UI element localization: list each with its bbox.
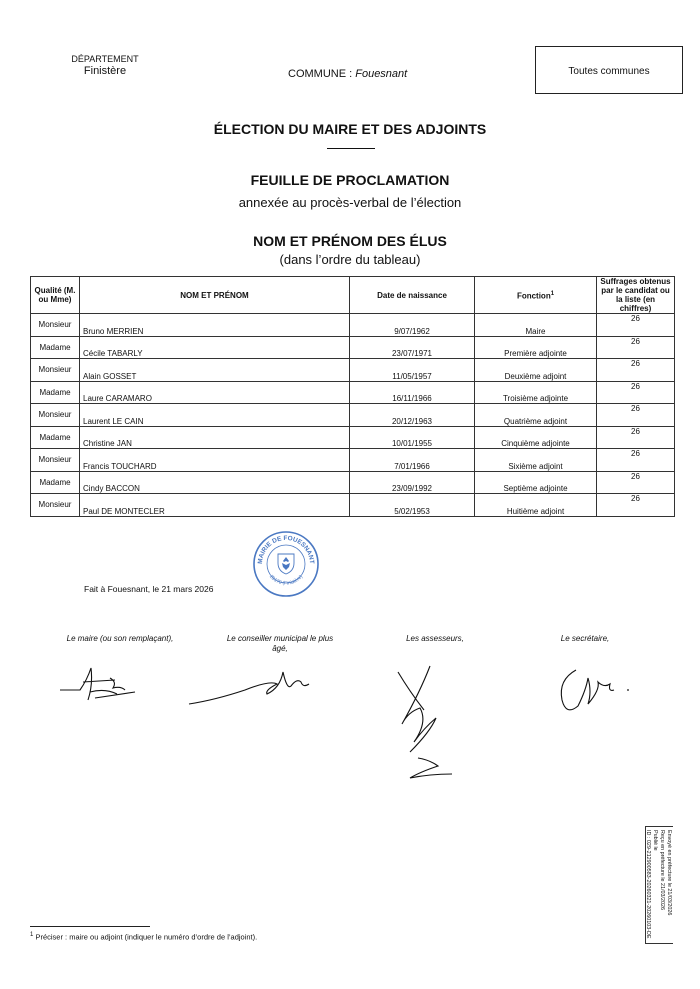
- signature-assesseurs: [390, 662, 480, 787]
- coat-of-arms-icon: [278, 554, 294, 574]
- cell-qualite: Madame: [31, 336, 80, 359]
- cell-date: 11/05/1957: [350, 359, 475, 382]
- page-title: ÉLECTION DU MAIRE ET DES ADJOINTS: [213, 121, 487, 137]
- cell-suffrages: 26: [597, 336, 675, 359]
- cell-nom: Laurent LE CAIN: [80, 404, 350, 427]
- cell-fonction: Première adjointe: [475, 336, 597, 359]
- departement-block: [60, 53, 150, 77]
- sheet-title: FEUILLE DE PROCLAMATION: [250, 172, 450, 188]
- header-date: Date de naissance: [350, 277, 475, 314]
- ar-transmission-text: [644, 827, 672, 948]
- cell-nom: Francis TOUCHARD: [80, 449, 350, 472]
- cell-fonction: Sixième adjoint: [475, 449, 597, 472]
- cell-date: 7/01/1966: [350, 449, 475, 472]
- table-header-row: [31, 277, 675, 314]
- cell-date: 23/07/1971: [350, 336, 475, 359]
- list-subtitle: (dans l’ordre du tableau): [279, 252, 421, 267]
- title-divider: [327, 148, 375, 149]
- cell-nom: Cécile TABARLY: [80, 336, 350, 359]
- cell-qualite: Monsieur: [31, 449, 80, 472]
- cell-suffrages: 26: [597, 449, 675, 472]
- table-row: [31, 359, 675, 382]
- cell-suffrages: 26: [597, 426, 675, 449]
- cell-nom: Laure CARAMARO: [80, 381, 350, 404]
- cell-date: 20/12/1963: [350, 404, 475, 427]
- cell-date: 5/02/1953: [350, 494, 475, 517]
- table-row: [31, 426, 675, 449]
- cell-suffrages: 26: [597, 314, 675, 337]
- header-fonction: [475, 277, 597, 314]
- footnote: [30, 932, 257, 942]
- role-conseiller: Le conseiller municipal le plus âgé,: [226, 634, 334, 653]
- table-row: [31, 314, 675, 337]
- signature-secretaire: [548, 660, 638, 720]
- stamp-subtext: 29170 (Finistère): [267, 573, 305, 587]
- fait-a: Fait à Fouesnant, le 21 mars 2026: [84, 584, 214, 594]
- cell-fonction: Maire: [475, 314, 597, 337]
- table-row: [31, 404, 675, 427]
- cell-qualite: Madame: [31, 471, 80, 494]
- cell-qualite: Monsieur: [31, 359, 80, 382]
- header-nom: NOM ET PRÉNOM: [80, 277, 350, 314]
- commune-label: COMMUNE :: [288, 68, 353, 80]
- ar-transmission-stamp: [645, 826, 673, 944]
- cell-suffrages: 26: [597, 381, 675, 404]
- cell-qualite: Madame: [31, 426, 80, 449]
- cell-qualite: Monsieur: [31, 404, 80, 427]
- cell-fonction: Cinquième adjointe: [475, 426, 597, 449]
- departement-value: Finistère: [83, 65, 127, 77]
- cell-suffrages: 26: [597, 471, 675, 494]
- list-title: NOM ET PRÉNOM DES ÉLUS: [253, 233, 447, 249]
- cell-fonction: Deuxième adjoint: [475, 359, 597, 382]
- footnote-divider: [30, 926, 150, 927]
- commune-type-box: Toutes communes: [535, 46, 683, 94]
- elus-table: [30, 276, 675, 517]
- table-row: [31, 494, 675, 517]
- header-qualite: Qualité (M. ou Mme): [31, 277, 80, 314]
- sheet-subtitle: annexée au procès-verbal de l’élection: [238, 195, 462, 210]
- svg-text:29170 (Finistère): [268, 574, 304, 587]
- cell-date: 9/07/1962: [350, 314, 475, 337]
- signature-maire: [55, 660, 155, 710]
- table-row: [31, 381, 675, 404]
- cell-date: 23/09/1992: [350, 471, 475, 494]
- cell-nom: Christine JAN: [80, 426, 350, 449]
- ar-line-3: Publié le: [652, 830, 658, 851]
- header-fonction-note: 1: [550, 290, 555, 297]
- cell-qualite: Monsieur: [31, 494, 80, 517]
- cell-fonction: Septième adjointe: [475, 471, 597, 494]
- commune-value: Fouesnant: [355, 68, 408, 80]
- cell-fonction: Troisième adjointe: [475, 381, 597, 404]
- cell-suffrages: 26: [597, 494, 675, 517]
- cell-nom: Alain GOSSET: [80, 359, 350, 382]
- footnote-mark: 1: [30, 932, 34, 938]
- ar-line-4: ID : 029-212900583-20260321-20260103-DE: [645, 830, 651, 939]
- cell-nom: Paul DE MONTECLER: [80, 494, 350, 517]
- cell-nom: Cindy BACCON: [80, 471, 350, 494]
- role-secretaire: Le secrétaire,: [560, 634, 610, 643]
- header-fonction-label: Fonction: [516, 291, 551, 301]
- stamp-text: MAIRIE DE FOUESNANT: [256, 534, 316, 565]
- table-row: [31, 471, 675, 494]
- cell-suffrages: 26: [597, 359, 675, 382]
- cell-fonction: Quatrième adjoint: [475, 404, 597, 427]
- cell-date: 16/11/1966: [350, 381, 475, 404]
- cell-fonction: Huitième adjoint: [475, 494, 597, 517]
- cell-date: 10/01/1955: [350, 426, 475, 449]
- footnote-text: Préciser : maire ou adjoint (indiquer le numéro d’ordre de l’adjoint).: [35, 932, 258, 942]
- signature-conseiller: [185, 660, 335, 710]
- cell-suffrages: 26: [597, 404, 675, 427]
- cell-nom: Bruno MERRIEN: [80, 314, 350, 337]
- departement-label: DÉPARTEMENT: [71, 54, 139, 64]
- header-suffrages: Suffrages obtenus par le candidat ou la liste (en chiffres): [597, 277, 675, 314]
- mairie-stamp: [252, 530, 320, 598]
- role-assesseurs: Les assesseurs,: [406, 634, 464, 643]
- table-row: [31, 336, 675, 359]
- ar-line-1: Envoyé en préfecture le 21/03/2026: [666, 830, 672, 916]
- ar-line-2: Reçu en préfecture le 21/03/2026: [659, 830, 665, 911]
- commune-line: [288, 68, 407, 80]
- table-row: [31, 449, 675, 472]
- cell-qualite: Madame: [31, 381, 80, 404]
- role-maire: Le maire (ou son remplaçant),: [66, 634, 174, 643]
- cell-qualite: Monsieur: [31, 314, 80, 337]
